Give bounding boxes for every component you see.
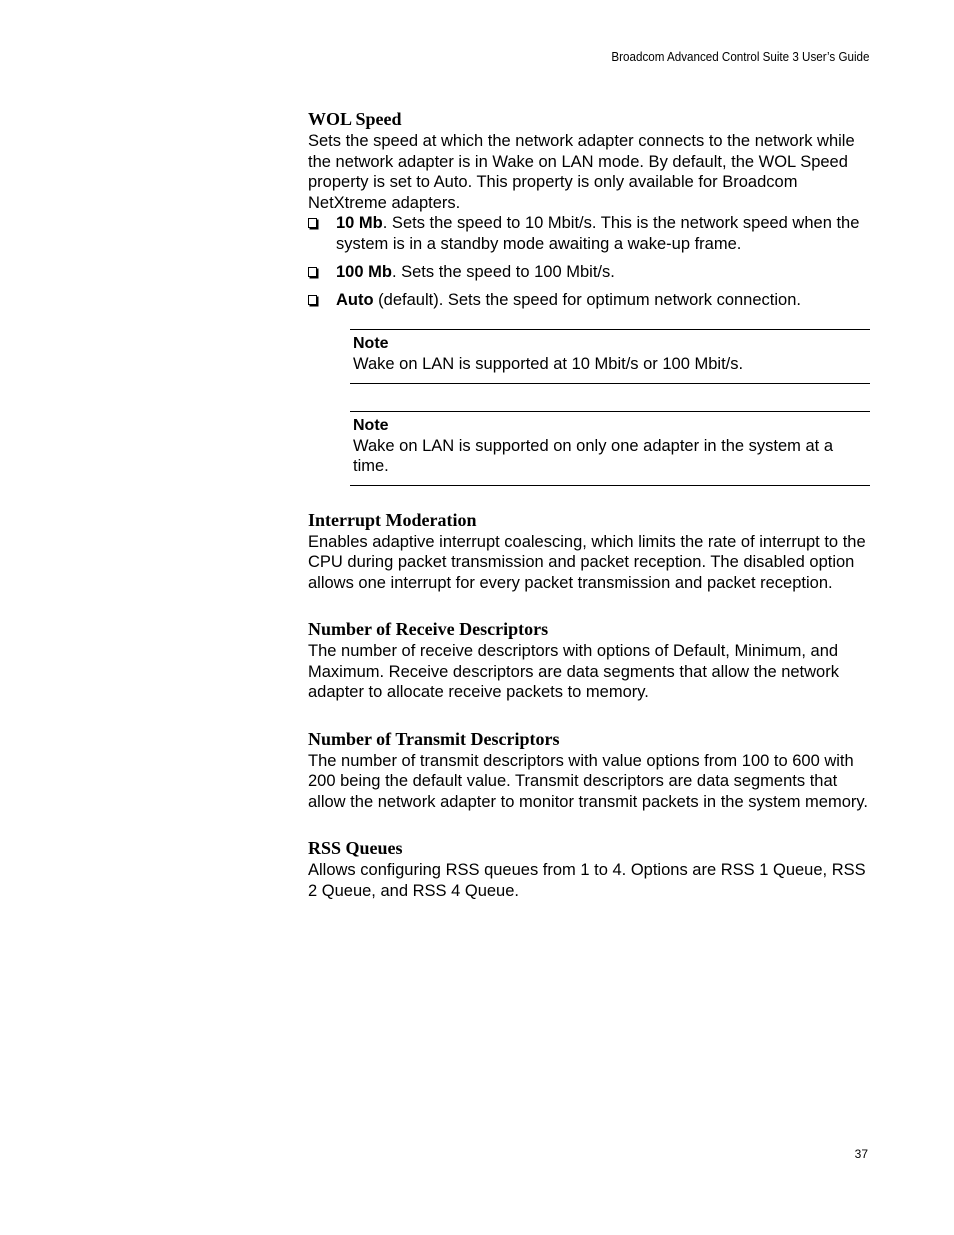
note-text: Wake on LAN is supported at 10 Mbit/s or 100 Mbit/s. [353, 355, 744, 373]
section-heading-rss-queues: RSS Queues [308, 838, 403, 858]
option-text: . Sets the speed to 100 Mbit/s. [391, 262, 615, 281]
section-body-receive-descriptors: The number of receive descriptors with options of Default, Minimum, and Maximum. Receive descriptors are data segments that allow the network adapter to allocate receive packets to memory. [308, 642, 839, 701]
section-body-transmit-descriptors: The number of transmit descriptors with value options from 100 to 600 with 200 being the default value. Transmit descriptors are data segments that allow the network adapter to monitor transmit packets in the system memory. [308, 751, 869, 811]
checkbox-bullet-icon [308, 295, 317, 305]
section-heading-transmit-descriptors: Number of Transmit Descriptors [308, 728, 560, 749]
section-body-wol-speed: Sets the speed at which the network adapter connects to the network while the network adapter is in Wake on LAN mode. By default, the WOL Speed property is set to Auto. This property is only available for Broadcom NetXtreme adapters. [308, 132, 855, 212]
section-heading-interrupt-moderation: Interrupt Moderation [308, 509, 477, 530]
note-box [350, 411, 870, 486]
wol-speed-options-list [308, 213, 870, 310]
option-term: Auto [336, 290, 374, 309]
note-label: Note [353, 416, 389, 434]
list-item [308, 262, 870, 283]
checkbox-bullet-icon [308, 267, 317, 277]
option-text: . Sets the speed to 10 Mbit/s. This is the network speed when the system is in a standby mode awaiting a wake-up frame. [336, 214, 860, 253]
section-heading-receive-descriptors: Number of Receive Descriptors [308, 619, 549, 639]
section-body-rss-queues: Allows configuring RSS queues from 1 to 4. Options are RSS 1 Queue, RSS 2 Queue, and RSS 4 Queue. [308, 861, 866, 900]
list-item [308, 290, 870, 311]
page-number: 37 [854, 1147, 868, 1161]
section-body-interrupt-moderation: Enables adaptive interrupt coalescing, which limits the rate of interrupt to the CPU during packet transmission and packet reception. The disabled option allows one interrupt for every packet transmission and packet reception. [308, 532, 866, 592]
option-text: (default). Sets the speed for optimum network connection. [373, 290, 801, 309]
page-content [308, 107, 870, 901]
section-heading-wol-speed: WOL Speed [308, 109, 402, 129]
list-item [308, 213, 870, 254]
option-term: 100 Mb [336, 262, 392, 281]
option-term: 10 Mb [336, 214, 383, 232]
running-header: Broadcom Advanced Control Suite 3 User’s Guide [610, 50, 869, 64]
note-text: Wake on LAN is supported on only one adapter in the system at a time. [353, 436, 833, 475]
checkbox-bullet-icon [308, 218, 317, 228]
note-label: Note [353, 335, 389, 352]
note-box [350, 329, 870, 384]
